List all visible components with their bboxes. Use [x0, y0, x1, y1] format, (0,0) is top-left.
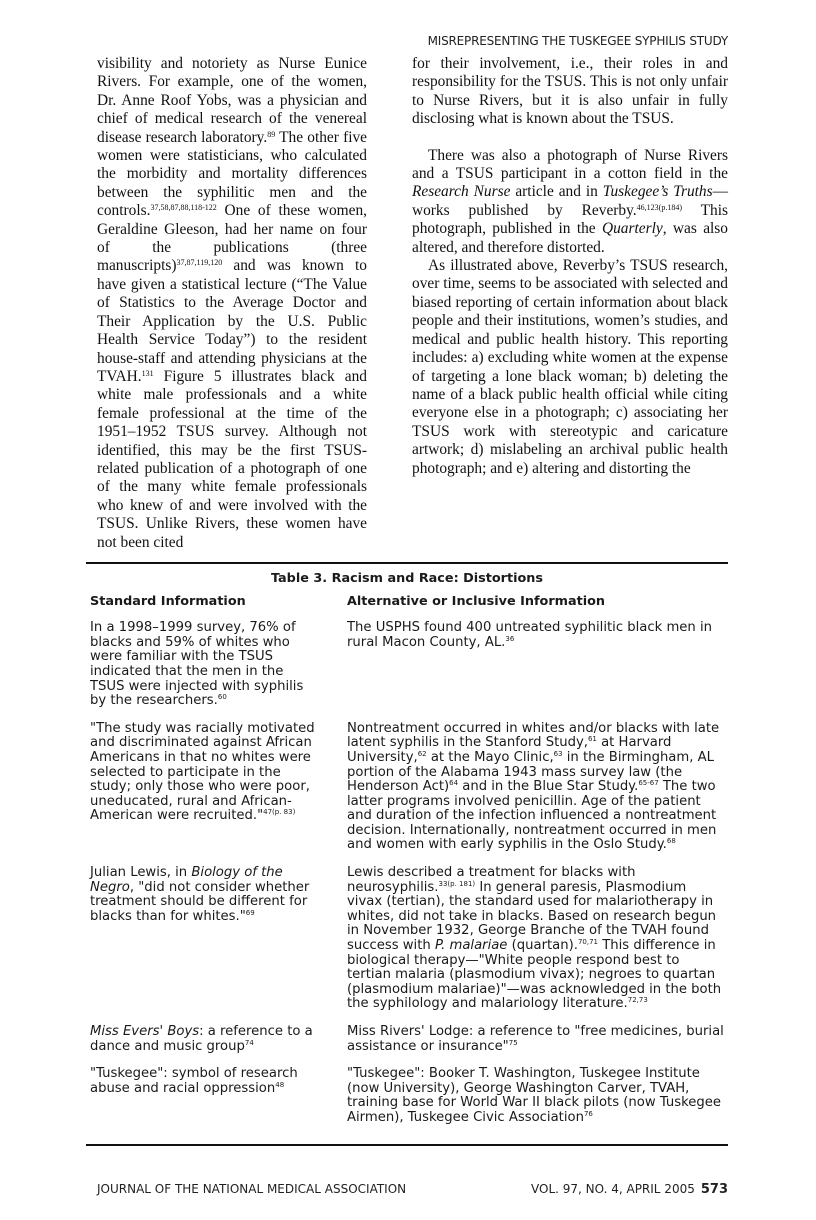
text: article and in [510, 183, 603, 201]
citation: 48 [275, 1080, 285, 1089]
citation: 131 [141, 368, 154, 378]
body-columns [86, 55, 728, 552]
citation: 74 [244, 1038, 254, 1047]
text: "The study was racially motivated and discriminated against African Americans in that no whites were selected to participate in the study; only those who were poor, uneducated, rural and African-American were recruited." [90, 720, 315, 824]
table-cell [347, 722, 725, 853]
citation: 46,123(p.184) [636, 202, 682, 212]
paragraph: As illustrated above, Reverby’s TSUS research, over time, seems to be associated with selected and biased reporting of certain information about black people and their institutions, women’s studies, and medical and public health history. This reporting includes: a) excluding white women at the expense of targeting a lone black woman; b) deleting the name of a black public health official while citing everyone else in a photograph; c) associating her TSUS work with stereotypic and caricature artwork; d) mislabeling an archival public health photograph; and e) altering and distorting the [412, 257, 728, 477]
paragraph [412, 147, 728, 257]
text: The USPHS found 400 untreated syphilitic black men in rural Macon County, AL. [347, 620, 712, 650]
text: One of these women, Geraldine Gleeson, had her name on four of the publications (three manuscripts) [97, 202, 367, 275]
citation: 75 [508, 1038, 518, 1047]
citation: 69 [245, 908, 255, 917]
left-text-column [97, 55, 367, 552]
table-cell [90, 866, 322, 1012]
text: : a reference to a dance and music group [90, 1024, 313, 1054]
italic-title: Tuskegee’s Truths [602, 183, 713, 201]
paragraph [97, 55, 367, 552]
text: visibility and notoriety as Nurse Eunice Rivers. For example, one of the women, Dr. Anne Roof Yobs, was a physician and chief of medical research of the venereal disease research laboratory. [97, 55, 367, 146]
text: There was also a photograph of Nurse Rivers and a TSUS participant in a cotton field in the [412, 146, 728, 183]
citation: 33(p. 181) [438, 879, 476, 888]
citation: 68 [666, 837, 676, 846]
citation: 47(p. 83) [263, 808, 296, 817]
text: at Harvard University, [347, 735, 672, 765]
right-text-column [412, 55, 728, 478]
text: The other five women were statisticians, who calculated the morbidity and mortality differences between the syphilitic men and the controls. [97, 128, 367, 220]
citation: 63 [553, 749, 563, 758]
table-row [86, 621, 728, 709]
page-footer [97, 1182, 728, 1200]
running-head: MISREPRESENTING THE TUSKEGEE SYPHILIS STUDY [427, 34, 728, 48]
table-3 [86, 562, 728, 1146]
citation: 89 [267, 129, 276, 139]
issue-info [531, 1182, 728, 1197]
citation: 36 [505, 634, 515, 643]
text: Nontreatment occurred in whites and/or blacks with late latent syphilis in the Stanford Study, [347, 720, 720, 751]
text: and was known to have given a statistical lecture (“The Value of Statistics to the Average Doctor and Their Application by the U.S. Public Health Service Today”) to the resident house-staff and attending physicians at the TVAH. [97, 257, 367, 385]
table-row [86, 1025, 728, 1054]
text: and in the Blue Star Study. [458, 779, 639, 795]
table-title: Table 3. Racism and Race: Distortions [270, 570, 544, 586]
citation: 65-67 [638, 779, 659, 788]
citation: 37,58,87,88,118-122 [150, 203, 217, 213]
text: Figure 5 illustrates black and white male professionals and a white female professional at the time of the 1951–1952 TSUS survey. Although not identified, this may be the first TSUS-related publication of a photograph of one of the many white female professionals who knew of and were involved with the TSUS. Unlike Rivers, these women have not been cited [97, 367, 367, 551]
text: "Tuskegee": Booker T. Washington, Tuskegee Institute (now University), George Washington Carver, TVAH, training base for World War II black pilots (now Tuskegee Airmen), Tuskegee Civic Association [347, 1066, 721, 1125]
paragraph: for their involvement, i.e., their roles in and responsibility for the TSUS. This is not only unfair to Nurse Rivers, but it is also unfair in fully disclosing what is known about the TSUS. [412, 55, 728, 128]
table-header-row [86, 595, 728, 610]
text: —works published by Reverby. [412, 183, 729, 219]
column-header-standard: Standard Information [90, 593, 246, 609]
table-cell [347, 866, 725, 1012]
citation: 72,73 [627, 996, 648, 1005]
text: Julian Lewis, in [90, 865, 192, 881]
text: in the Birmingham, AL portion of the Alabama 1943 mass survey law (the Henderson Act) [347, 749, 714, 795]
italic-title: Quarterly [602, 220, 663, 238]
table-row [86, 866, 728, 1012]
table-cell [347, 621, 725, 709]
italic-title: Biology of the Negro [90, 865, 283, 895]
text: The two latter programs involved penicillin. Age of the patient and duration of the infection influenced a nontreatment decision. Internationally, nontreatment occurred in men and women with early syphilis in the Oslo Study. [347, 779, 717, 853]
italic-title: Miss Evers' Boys [90, 1024, 200, 1039]
italic-term: P. malariae [434, 938, 508, 954]
citation: 76 [583, 1109, 593, 1118]
text: Lewis described a treatment for blacks with neurosyphilis. [347, 865, 636, 895]
column-header-alternative: Alternative or Inclusive Information [347, 593, 606, 609]
table-cell [347, 1025, 725, 1054]
issue-label: VOL. 97, NO. 4, APRIL 2005 [531, 1181, 695, 1196]
table-cell [90, 722, 322, 853]
table-cell [90, 1025, 322, 1054]
text: , "did not consider whether treatment should be different for blacks than for whites." [90, 879, 310, 924]
text: , was also altered, and therefore distorted. [412, 220, 728, 256]
table-cell [90, 621, 322, 709]
text: Miss Rivers' Lodge: a reference to "free medicines, burial assistance or insurance" [347, 1024, 724, 1054]
text: at the Mayo Clinic, [426, 749, 554, 765]
text: This photograph, published in the [412, 201, 729, 238]
journal-name: JOURNAL OF THE NATIONAL MEDICAL ASSOCIATION [97, 1181, 407, 1196]
citation: 62 [417, 749, 427, 758]
page-number: 573 [700, 1181, 728, 1197]
text: This difference in biological therapy—"White people respond best to tertian malaria (plasmodium vivax); negroes to quartan (plasmodium malariae)"—was acknowledged in the both the syphilology and malariology literature. [347, 938, 722, 1012]
text: In a 1998–1999 survey, 76% of blacks and 59% of whites who were familiar with the TSUS indicated that the men in the TSUS were injected with syphilis by the researchers. [90, 620, 304, 709]
citation: 61 [587, 735, 597, 744]
italic-title: Research Nurse [412, 183, 511, 201]
text: (quartan). [507, 938, 578, 954]
citation: 70,71 [577, 938, 599, 947]
citation: 37,87,119,120 [176, 258, 223, 268]
citation: 60 [217, 693, 227, 702]
text: In general paresis, Plasmodium vivax (tertian), the standard used for malariotherapy in whites, did not take in blacks. Based on research begun in November 1932, George Branche of the TVAH found success with [347, 879, 717, 954]
text: "Tuskegee": symbol of research abuse and racial oppression [90, 1066, 298, 1096]
citation: 64 [449, 779, 459, 788]
table-row [86, 722, 728, 853]
